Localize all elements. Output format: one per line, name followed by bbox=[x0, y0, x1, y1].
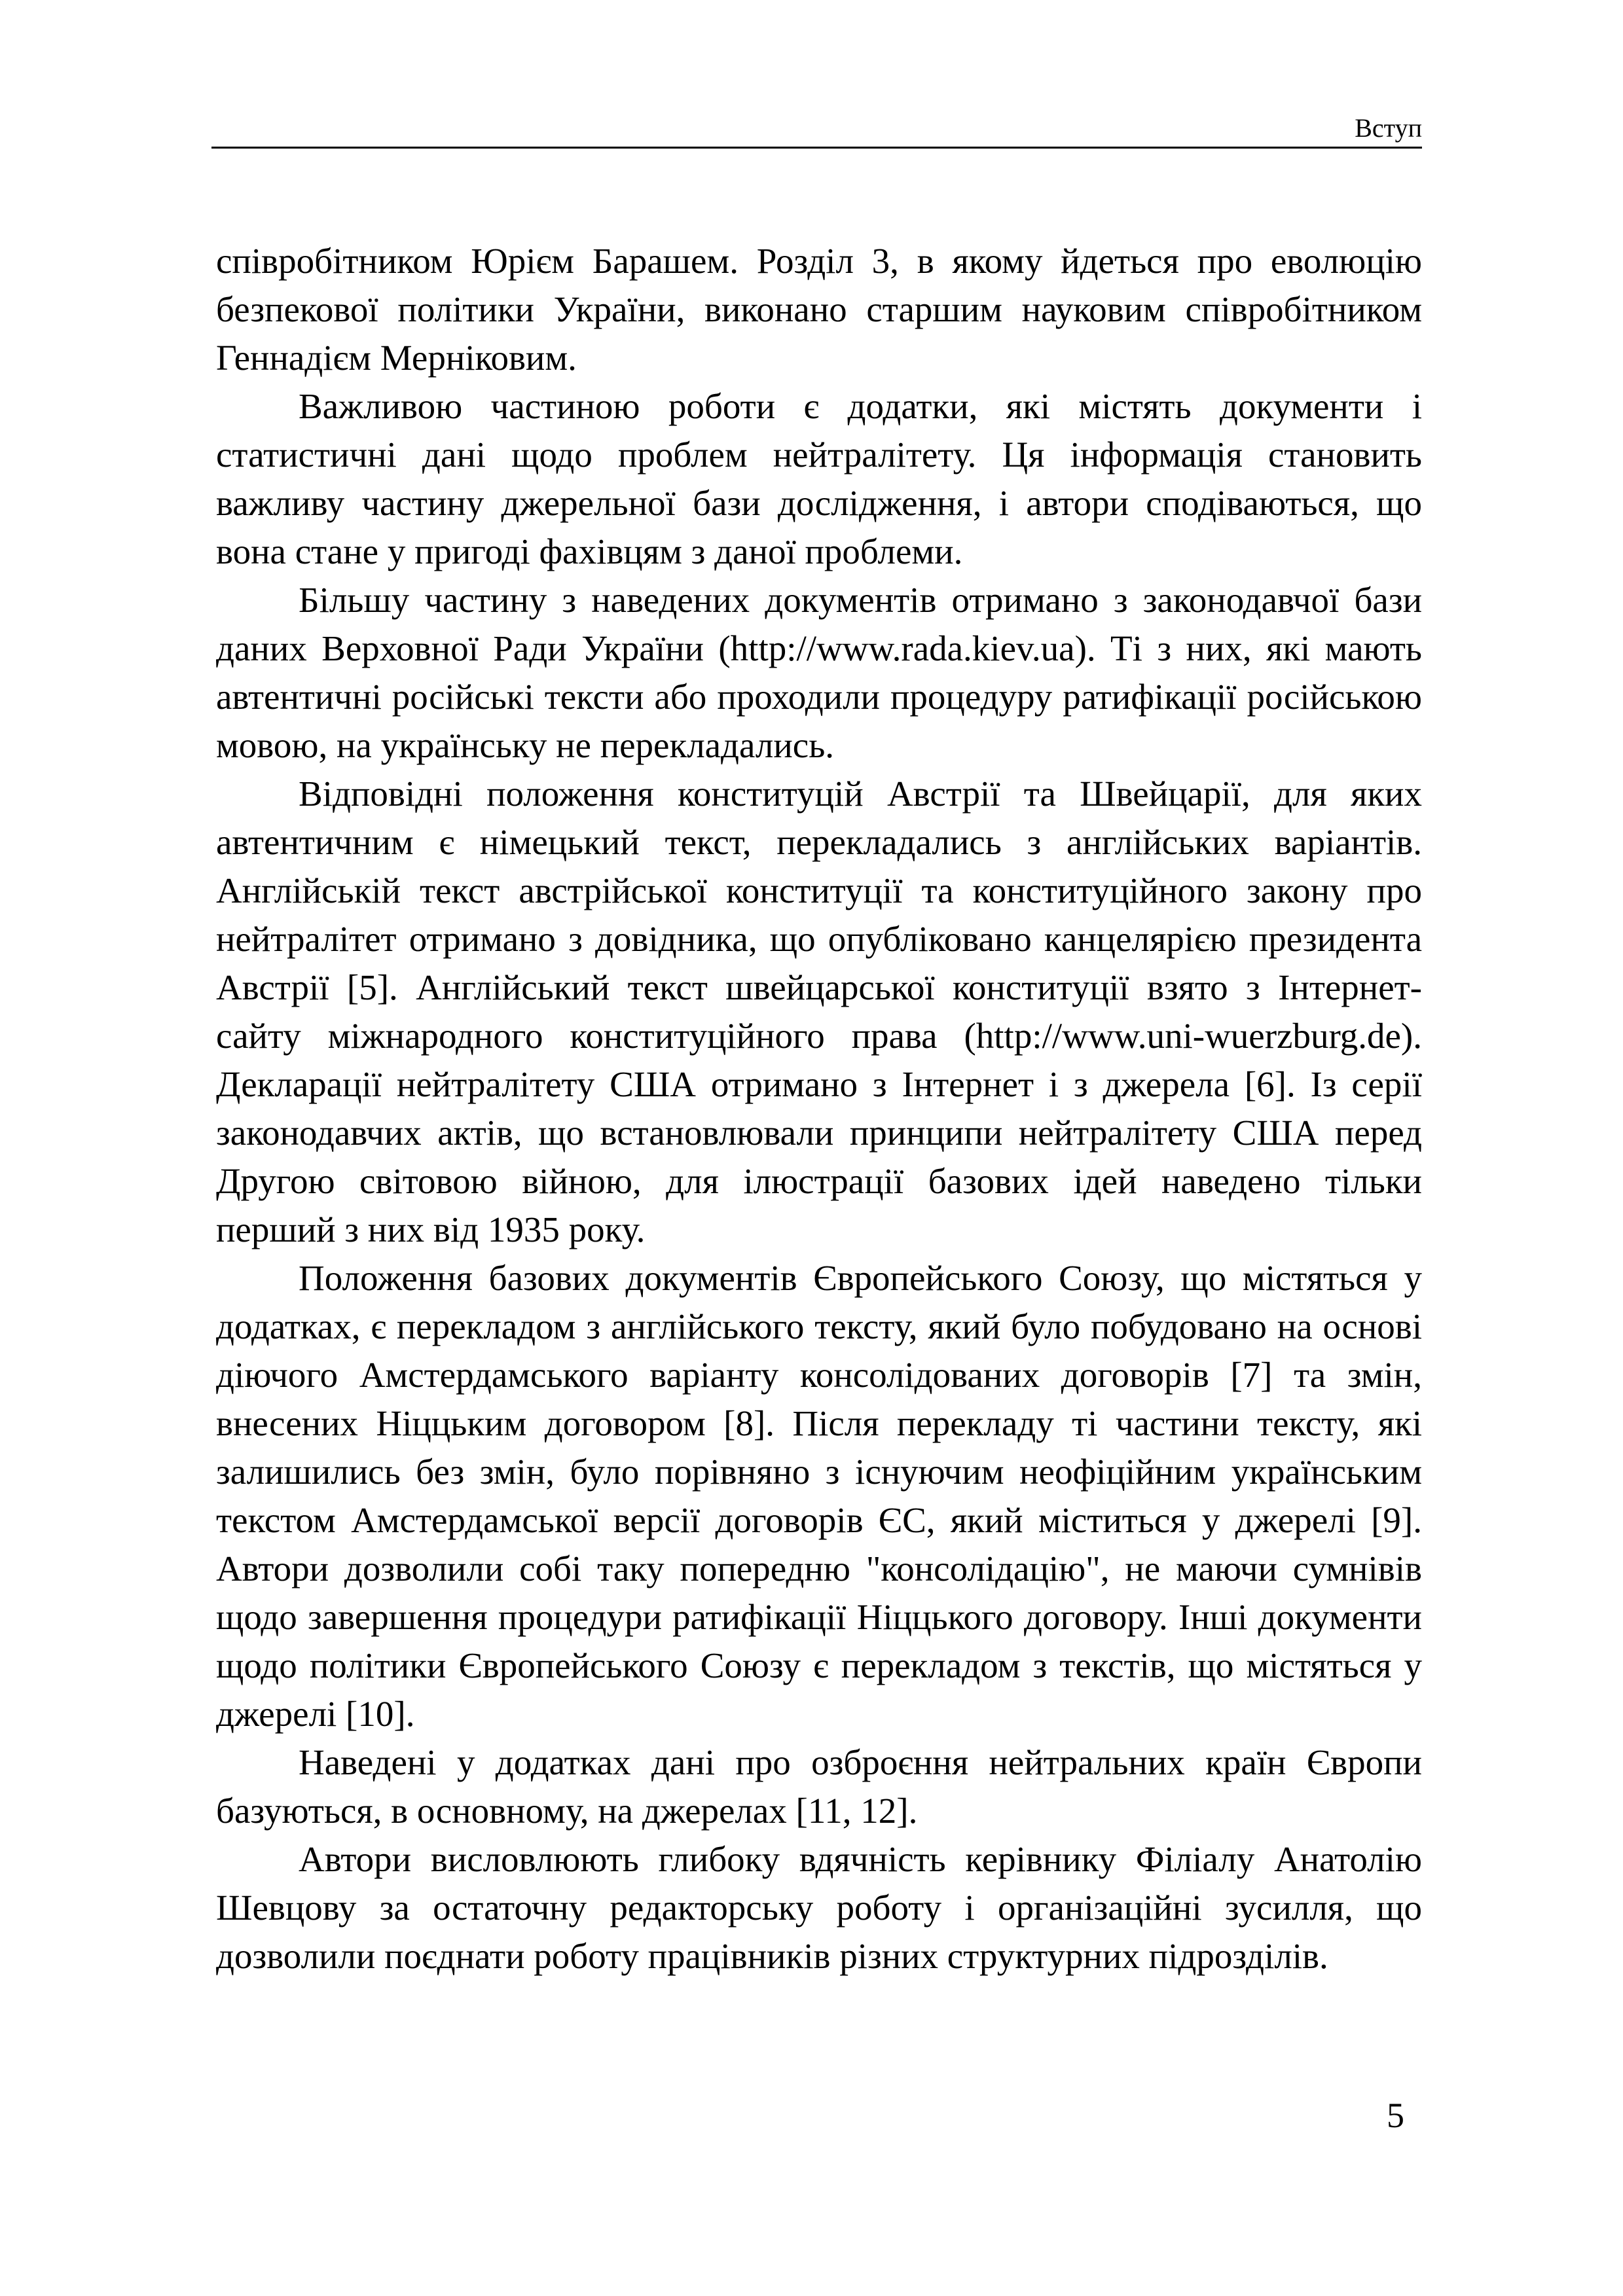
paragraph-constitutions: Відповідні положення конституцій Австрії та Швейцарії, для яких автентичним є німецький текст, перекладались з англійських варіантів. Англійській текст австрійської конституції та конституційного закону про нейтралітет отримано з довідника, що опубліковано канцелярією президента Австрії [5]. Англійський текст швейцарської конституції взято з Інтернет-сайту міжнародного конституційного права (http://www.uni-wuerzburg.de). Декларації нейтралітету США отримано з Інтернет і з джерела [6]. Із серії законодавчих актів, що встановлювали принципи нейтралітету США перед Другою світовою війною, для ілюстрації базових ідей наведено тільки перший з них від 1935 року. bbox=[216, 774, 1422, 1249]
body-text bbox=[216, 237, 1422, 1981]
paragraph-appendices: Важливою частиною роботи є додатки, які містять документи і статистичні дані щодо проблем нейтралітету. Ця інформація становить важливу частину джерельної бази дослідження, і автори сподіваються, що вона стане у пригоді фахівцям з даної проблеми. bbox=[216, 386, 1422, 571]
running-head-title: Вступ bbox=[1355, 113, 1422, 143]
paragraph-acknowledgements: Автори висловлюють глибоку вдячність керівнику Філіалу Анатолію Шевцову за остаточну редакторську роботу і організаційні зусилля, що дозволили поєднати роботу працівників різних структурних підрозділів. bbox=[216, 1839, 1422, 1976]
paragraph-eu-documents: Положення базових документів Європейського Союзу, що містяться у додатках, є перекладом з англійського тексту, який було побудовано на основі діючого Амстердамського варіанту консолідованих договорів [7] та змін, внесених Ніццьким договором [8]. Після перекладу ті частини тексту, які залишились без змін, було порівняно з існуючим неофіційним українським текстом Амстердамської версії договорів ЄС, який міститься у джерелі [9]. Автори дозволили собі таку попередню "консолідацію", не маючи сумнівів щодо завершення процедури ратифікації Ніццького договору. Інші документи щодо політики Європейського Союзу є перекладом з текстів, що містяться у джерелі [10]. bbox=[216, 1258, 1422, 1734]
page-header bbox=[211, 98, 1422, 149]
paragraph-armament-data: Наведені у додатках дані про озброєння нейтральних країн Європи базуються, в основному, на джерелах [11, 12]. bbox=[216, 1742, 1422, 1831]
paragraph-continuation: співробітником Юрієм Барашем. Розділ 3, в якому йдеться про еволюцію безпекової політики України, виконано старшим науковим співробітником Геннадієм Мерніковим. bbox=[216, 241, 1422, 378]
paragraph-rada-sources: Більшу частину з наведених документів отримано з законодавчої бази даних Верховної Ради України (http://www.rada.kiev.ua). Ті з них, які мають автентичні російські тексти або проходили процедуру ратифікації російською мовою, на українську не перекладались. bbox=[216, 580, 1422, 765]
page-number: 5 bbox=[1387, 2096, 1404, 2135]
